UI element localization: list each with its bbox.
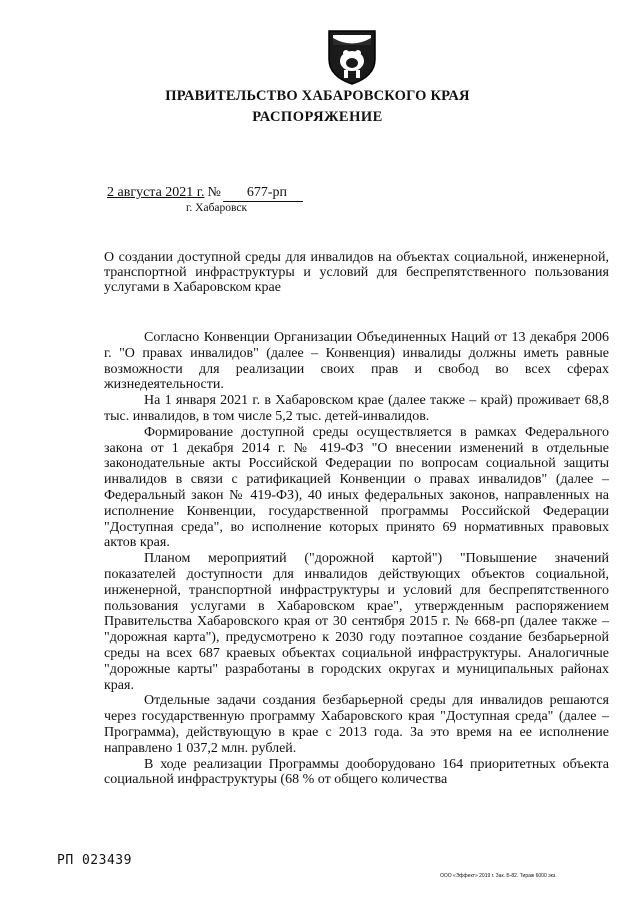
blank-serial-code: РП 023439 [57,853,132,868]
printer-info: ООО «Эффект» 2019 г. Зак. Б-82. Тираж 6000 экз. [440,873,557,879]
paragraph: Формирование доступной среды осуществляется в рамках Федерального закона от 1 декабря 2014 г. № 419-ФЗ "О внесении изменений в отдельные законодательные акты Российской Федерации по вопросам социальной защиты инвалидов в связи с ратификацией Конвенции о правах инвалидов" (далее – Федеральный закон № 419-ФЗ), 40 иных федеральных законов, направленных на исполнение Конвенции, государственной программы Российской Федерации "Доступная среда", во исполнение которых принято 69 нормативных правовых актов края. [104,424,609,551]
number-label: № [207,185,221,200]
paragraph: Согласно Конвенции Организации Объединенных Наций от 13 декабря 2006 г. "О правах инвалидов" (далее – Конвенция) инвалиды должны иметь равные возможности для реализации своих прав и свобод во всех сферах жизнедеятельности. [104,330,609,393]
paragraph: В ходе реализации Программы дооборудовано 164 приоритетных объекта социальной инфраструктуры (68 % от общего количества [104,756,609,788]
document-number: 677-рп [246,185,287,200]
paragraph: Планом мероприятий ("дорожной картой") "Повышение значений показателей доступности для инвалидов действующих объектов социальной, инженерной, транспортной инфраструктуры и условий для беспрепятственного пользования услугами в Хабаровском крае", утвержденным распоряжением Правительства Хабаровского края от 30 сентября 2015 г. № 668-рп (далее также – "дорожная карта"), предусмотрено к 2030 году поэтапное создание безбарьерной среды на всех 687 краевых объектах социальной инфраструктуры. Аналогичные "дорожные карты" разработаны в городских округах и муниципальных районах края. [104,551,609,693]
number-field [223,185,303,202]
paragraph: На 1 января 2021 г. в Хабаровском крае (далее также – край) проживает 68,8 тыс. инвалидов, в том числе 5,2 тыс. детей-инвалидов. [104,393,609,424]
document-body [104,330,609,788]
registration-line [107,185,303,202]
government-title: ПРАВИТЕЛЬСТВО ХАБАРОВСКОГО КРАЯ [165,88,470,104]
document-date: 2 августа 2021 г. [107,185,205,200]
paragraph: Отдельные задачи создания безбарьерной среды для инвалидов решаются через государственную программу Хабаровского края "Доступная среда" (далее – Программа), действующую в крае с 2013 года. За это время на ее исполнение направлено 1 037,2 млн. рублей. [104,693,609,756]
document-subject: О создании доступной среды для инвалидов на объектах социальной, инженерной, транспортной инфраструктуры и условий для беспрепятственного пользования услугами в Хабаровском крае [104,250,609,295]
city: г. Хабаровск [186,202,248,214]
document-type: РАСПОРЯЖЕНИЕ [252,109,383,125]
coat-of-arms-icon [327,29,377,85]
